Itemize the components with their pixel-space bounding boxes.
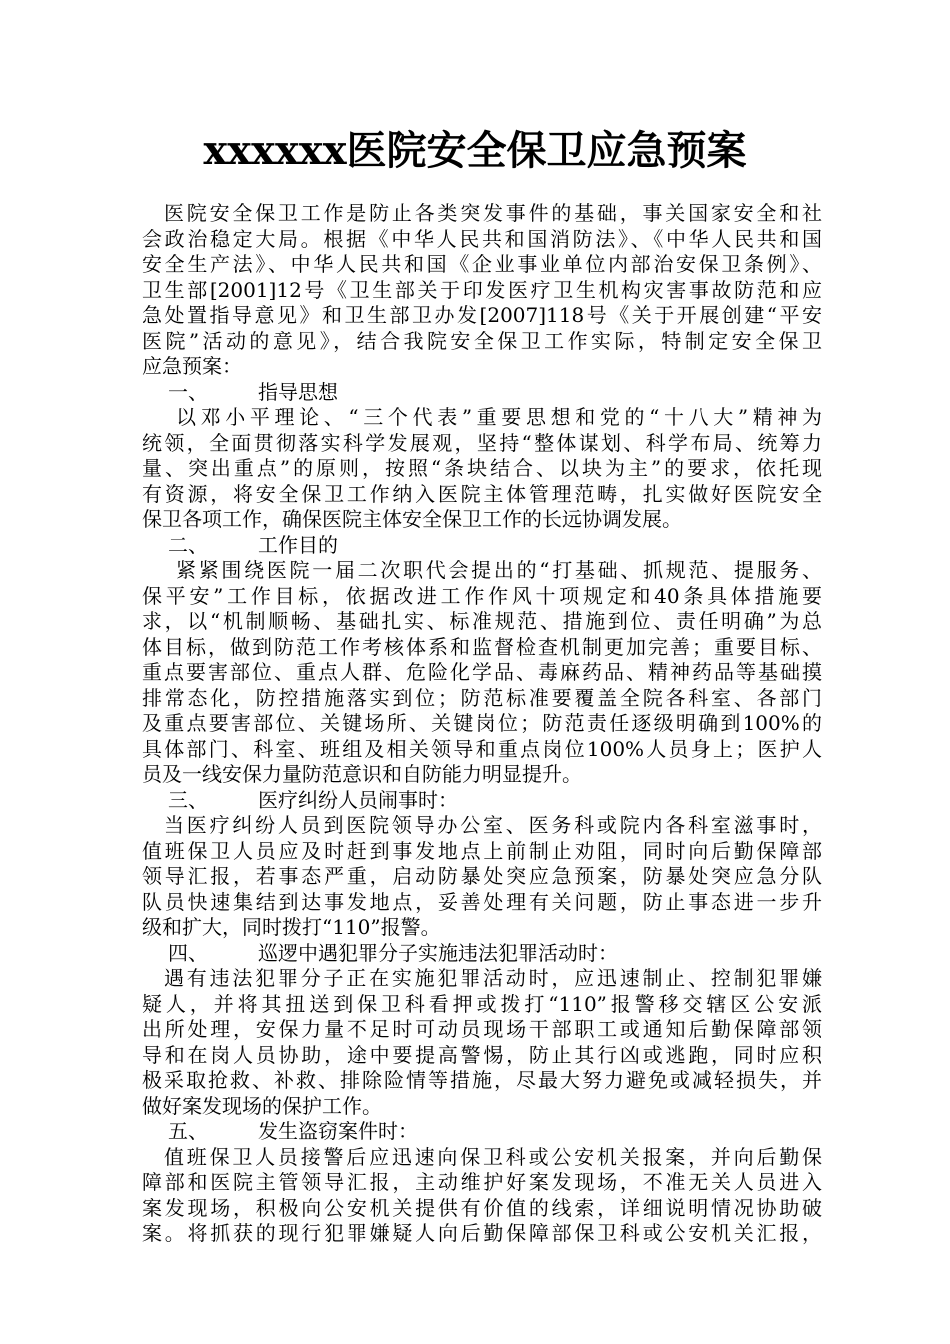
section-heading (142, 380, 822, 406)
section-line: 障部和医院主管领导汇报，主动维护好案发现场，不准无关人员进入 (142, 1170, 822, 1194)
section-number: 二、 (168, 532, 208, 557)
section-line: 做好案发现场的保护工作。 (142, 1093, 382, 1118)
intro-line: 会政治稳定大局。根据《中华人民共和国消防法》、《中华人民共和国 (142, 226, 822, 251)
section-line: 队员快速集结到达事发地点，妥善处理有关问题，防止事态进一步升 (142, 889, 822, 914)
section-line: 重点要害部位、重点人群、危险化学品、毒麻药品、精神药品等基础摸 (142, 660, 822, 684)
section-line: 员及一线安保力量防范意识和自防能力明显提升。 (142, 762, 582, 786)
section-line: 当医疗纠纷人员到医院领导办公室、医务科或院内各科室滋事时， (164, 813, 822, 837)
section-line: 疑人，并将其扭送到保卫科看押或拨打“110”报警移交辖区公安派 (142, 991, 822, 1016)
section-line: 案发现场，积极向公安机关提供有价值的线索，详细说明情况协助破 (142, 1195, 822, 1220)
section-number: 五、 (168, 1119, 208, 1143)
section-number: 一、 (168, 379, 208, 404)
section-line: 遇有违法犯罪分子正在实施犯罪活动时，应迅速制止、控制犯罪嫌 (164, 966, 822, 990)
section-heading (142, 788, 822, 814)
section-heading (142, 1119, 822, 1145)
section-line: 值班保卫人员应及时赶到事发地点上前制止劝阻，同时向后勤保障部 (142, 838, 822, 863)
section-line: 保平安”工作目标，依据改进工作作风十项规定和40条具体措施要 (142, 583, 822, 608)
section-line: 及重点要害部位、关键场所、关键岗位；防范责任逐级明确到100%的 (142, 711, 822, 735)
section-line: 统领，全面贯彻落实科学发展观，坚持“整体谋划、科学布局、统筹力 (142, 430, 822, 455)
intro-line: 急处置指导意见》和卫生部卫办发[2007]118号《关于开展创建“平安 (142, 303, 822, 327)
section-number: 四、 (168, 940, 208, 965)
section-line: 紧紧围绕医院一届二次职代会提出的“打基础、抓规范、提服务、 (176, 558, 822, 582)
section-number: 三、 (168, 787, 208, 812)
section-line: 以邓小平理论、“三个代表”重要思想和党的“十八大”精神为 (176, 405, 822, 429)
section-line: 级和扩大，同时拨打“110”报警。 (142, 915, 441, 939)
section-line: 体目标，做到防范工作考核体系和监督检查机制更加完善；重要目标、 (142, 634, 822, 659)
section-heading-text: 指导思想 (258, 379, 338, 404)
intro-line: 医院安全保卫工作是防止各类突发事件的基础，事关国家安全和社 (164, 201, 822, 225)
section-heading (142, 941, 822, 967)
section-heading-text: 发生盗窃案件时： (258, 1119, 418, 1143)
section-line: 值班保卫人员接警后应迅速向保卫科或公安机关报案，并向后勤保 (164, 1144, 822, 1169)
section-line: 量、突出重点”的原则，按照“条块结合、以块为主”的要求，依托现 (142, 456, 822, 480)
section-heading-text: 工作目的 (258, 532, 338, 557)
section-heading (142, 533, 822, 559)
section-line: 极采取抢救、补救、排除险情等措施，尽最大努力避免或减轻损失，并 (142, 1068, 822, 1092)
section-line: 保卫各项工作，确保医院主体安全保卫工作的长远协调发展。 (142, 507, 682, 531)
section-line: 案。将抓获的现行犯罪嫌疑人向后勤保障部保卫科或公安机关汇报， (142, 1221, 822, 1245)
section-line: 具体部门、科室、班组及相关领导和重点岗位100%人员身上；医护人 (142, 736, 822, 761)
section-line: 领导汇报，若事态严重，启动防暴处突应急预案，防暴处突应急分队 (142, 864, 822, 888)
section-line: 导和在岗人员协助，途中要提高警惕，防止其行凶或逃跑，同时应积 (142, 1042, 822, 1067)
intro-line: 应急预案： (142, 354, 242, 378)
intro-line: 医院”活动的意见》，结合我院安全保卫工作实际，特制定安全保卫 (142, 328, 822, 353)
section-line: 出所处理，安保力量不足时可动员现场干部职工或通知后勤保障部领 (142, 1017, 822, 1041)
intro-line: 安全生产法》、中华人民共和国《企业事业单位内部治安保卫条例》、 (142, 252, 822, 276)
section-heading-text: 医疗纠纷人员闹事时： (258, 787, 458, 812)
section-line: 求，以“机制顺畅、基础扎实、标准规范、措施到位、责任明确”为总 (142, 609, 822, 633)
intro-line: 卫生部[2001]12号《卫生部关于印发医疗卫生机构灾害事故防范和应 (142, 277, 822, 302)
document-body (142, 201, 822, 1247)
document-title: xxxxxx医院安全保卫应急预案 (203, 127, 747, 174)
section-line: 有资源，将安全保卫工作纳入医院主体管理范畴，扎实做好医院安全 (142, 481, 822, 506)
section-heading-text: 巡逻中遇犯罪分子实施违法犯罪活动时： (258, 940, 618, 965)
section-line: 排常态化，防控措施落实到位；防范标准要覆盖全院各科室、各部门 (142, 685, 822, 710)
